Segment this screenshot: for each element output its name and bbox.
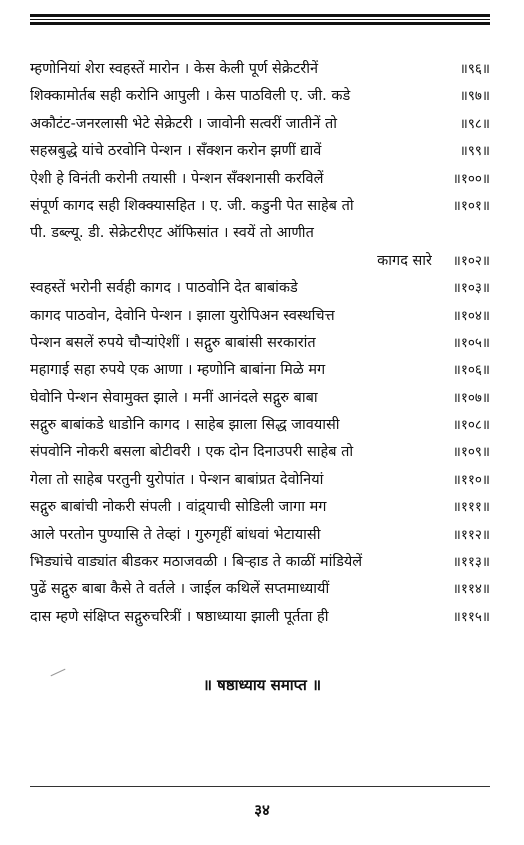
verse-line xyxy=(30,357,490,384)
footer-rule xyxy=(30,786,490,787)
verse-line xyxy=(30,56,490,83)
verse-line xyxy=(30,522,490,549)
chapter-end-title: ॥ षष्ठाध्याय समाप्त ॥ xyxy=(202,676,322,694)
verse-list xyxy=(30,56,490,631)
verse-text: सद्गुरु बाबांची नोकरी संपली । वांद्र्याची सोडिली जागा मग xyxy=(30,499,327,516)
verse-number: ॥११४॥ xyxy=(452,581,490,598)
verse-text: पेन्शन बसलें रुपये चौऱ्यांऐशीं । सद्गुरु बाबांसी सरकारांत xyxy=(30,334,316,351)
verse-text: आले परतोन पुण्यासि ते तेव्हां । गुरुगृहीं बांधवां भेटायासी xyxy=(30,526,321,543)
verse-number: ॥१०८॥ xyxy=(452,417,490,434)
verse-number: ॥१०४॥ xyxy=(452,307,490,324)
verse-number: ॥११५॥ xyxy=(452,608,490,625)
verse-number: ॥११३॥ xyxy=(452,554,490,571)
verse-line xyxy=(30,412,490,439)
top-double-rule xyxy=(30,14,490,17)
verse-number: ॥१०१॥ xyxy=(452,197,490,214)
verse-line xyxy=(30,385,490,412)
verse-number: ॥१११॥ xyxy=(452,499,490,516)
verse-line xyxy=(30,494,490,521)
verse-number: ॥११२॥ xyxy=(452,526,490,543)
verse-text: महागाई सहा रुपये एक आणा । म्हणोनि बाबांना मिळे मग xyxy=(30,362,326,379)
verse-line xyxy=(30,111,490,138)
verse-number: ॥११०॥ xyxy=(452,471,490,488)
verse-text: भिड्यांचे वाड्यांत बीडकर मठाजवळी । बिऱ्हाड ते काळीं मांडियेलें xyxy=(30,554,363,571)
verse-line xyxy=(30,303,490,330)
verse-text: संपूर्ण कागद सही शिक्क्यासहित । ए. जी. कडुनी पेत साहेब तो xyxy=(30,197,354,214)
verse-number: ॥१०२॥ xyxy=(452,252,490,269)
verse-text: ऐशी हे विनंती करोनी तयासी । पेन्शन सॅंक्शनासी करविलें xyxy=(30,170,324,187)
verse-line xyxy=(30,83,490,110)
verse-text: दास म्हणे संक्षिप्त सद्गुरुचरित्रीं । षष्ठाध्याया झाली पूर्तता ही xyxy=(30,608,329,625)
verse-number: ॥९७॥ xyxy=(459,88,490,105)
verse-line xyxy=(30,576,490,603)
verse-text: पी. डब्ल्यू. डी. सेक्रेटरीएट ऑफिसांत । स्वयें तो आणीत xyxy=(30,225,314,242)
verse-number: ॥१०३॥ xyxy=(452,280,490,297)
verse-text: कागद सारे xyxy=(377,252,432,269)
verse-line xyxy=(30,604,490,631)
verse-text: सहस्रबुद्धे यांचे ठरवोनि पेन्शन । सॅंक्शन करोन झणीं द्यावें xyxy=(30,143,322,160)
verse-text: गेला तो साहेब परतुनी युरोपांत । पेन्शन बाबांप्रत देवोनियां xyxy=(30,471,324,488)
page-number: ३४ xyxy=(254,801,270,819)
verse-number: ॥९९॥ xyxy=(459,143,490,160)
verse-number: ॥९६॥ xyxy=(459,61,490,77)
verse-line xyxy=(30,138,490,165)
verse-line xyxy=(30,275,490,302)
verse-number: ॥१००॥ xyxy=(452,170,490,187)
verse-text: सद्गुरु बाबांकडे धाडोनि कागद । साहेब झाला सिद्ध जावयासी xyxy=(30,417,340,434)
verse-text: अकौटंट-जनरलासी भेटे सेक्रेटरी । जावोनी सत्वरीं जातीनें तो xyxy=(30,115,338,132)
verse-line xyxy=(30,330,490,357)
top-double-rule xyxy=(30,22,490,25)
verse-line xyxy=(30,193,490,220)
verse-text: कागद पाठवोन, देवोनि पेन्शन । झाला युरोपिअन स्वस्थचित्त xyxy=(30,307,335,324)
verse-text: स्वहस्तें भरोनी सर्वही कागद । पाठवोनि देत बाबांकडे xyxy=(30,280,298,297)
verse-number: ॥१०५॥ xyxy=(452,334,490,351)
verse-number: ॥९८॥ xyxy=(459,115,490,132)
verse-line xyxy=(30,467,490,494)
verse-text: म्हणोनियां शेरा स्वहस्तें मारोन । केस केली पूर्ण सेक्रेटरीनें xyxy=(30,61,319,77)
top-double-rule xyxy=(30,19,490,20)
verse-line xyxy=(30,220,490,247)
verse-number: ॥१०९॥ xyxy=(452,444,490,461)
verse-line xyxy=(30,549,490,576)
verse-line xyxy=(30,166,490,193)
verse-text: शिक्कामोर्तब सही करोनि आपुली । केस पाठविली ए. जी. कडे xyxy=(30,88,351,105)
verse-number: ॥१०६॥ xyxy=(452,362,490,379)
verse-text: घेवोनि पेन्शन सेवामुक्त झाले । मनीं आनंदले सद्गुरु बाबा xyxy=(30,389,318,406)
verse-line xyxy=(30,439,490,466)
verse-text: पुढें सद्गुरु बाबा कैसे ते वर्तले । जाईल कथिलें सप्तमाध्यायीं xyxy=(30,581,330,598)
verse-text: संपवोनि नोकरी बसला बोटीवरी । एक दोन दिनाउपरी साहेब तो xyxy=(30,444,354,461)
verse-number: ॥१०७॥ xyxy=(452,389,490,406)
verse-line-continuation xyxy=(30,248,490,275)
